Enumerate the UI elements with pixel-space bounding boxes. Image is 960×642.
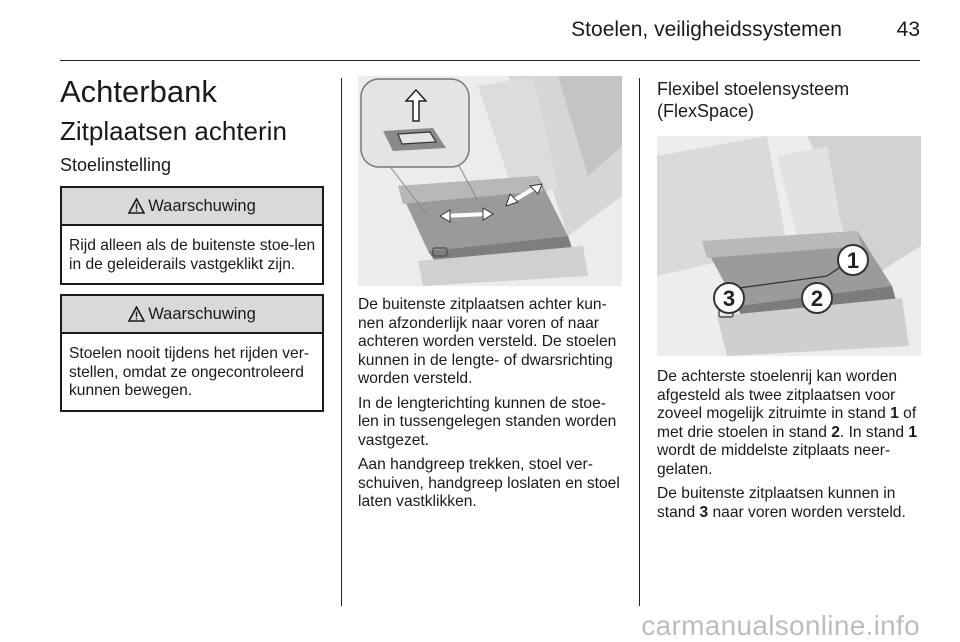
subsection-title: Stoelinstelling — [60, 155, 172, 175]
section-heading: Flexibel stoelensysteem (FlexSpace) — [657, 79, 850, 121]
column-2 — [358, 76, 622, 518]
column-1 — [60, 70, 324, 421]
warning-text: Stoelen nooit tijdens het rijden ver-stellen, omdat ze ongecontroleerd kunnen bewegen. — [69, 345, 310, 399]
paragraph: Aan handgreep trekken, stoel ver-schuiven, handgreep loslaten en stoel laten vastklikken. — [358, 456, 620, 510]
warning-header — [62, 296, 322, 334]
warning-box — [60, 186, 324, 285]
column-3 — [657, 78, 921, 528]
paragraph: In de lengterichting kunnen de stoe-len in tussengelegen standen worden vastgezet. — [358, 394, 617, 449]
callout-label-3: 3 — [722, 286, 736, 311]
warning-header — [62, 188, 322, 226]
warning-label: Waarschuwing — [148, 304, 256, 323]
warning-triangle-icon — [128, 198, 145, 214]
callout-label-2: 2 — [810, 286, 824, 311]
section-title: Zitplaatsen achterin — [60, 116, 287, 146]
paragraph: De achterste stoelenrij kan worden afgesteld als twee zitplaatsen voor zoveel mogelijk zitruimte in stand 1 of met drie stoelen in stand 2. In stand 1 wordt de middelste zitplaats neer-gelaten. — [657, 368, 918, 478]
chapter-title: Achterbank — [60, 74, 217, 109]
seat-adjust-illustration — [358, 76, 622, 286]
warning-text: Rijd alleen als de buitenste stoe-len in de geleiderails vastgeklikt zijn. — [69, 237, 316, 273]
callout-label-1: 1 — [846, 248, 860, 273]
warning-triangle-icon — [128, 306, 145, 322]
column-divider-left — [341, 78, 342, 606]
watermark-text: carmanualsonline.info — [641, 610, 920, 641]
column-divider-right — [639, 78, 640, 606]
flexspace-illustration — [657, 136, 921, 356]
paragraph: De buitenste zitplaatsen kunnen in stand 3 naar voren worden versteld. — [657, 485, 906, 521]
page-header-title: Stoelen, veiligheidssystemen — [571, 18, 842, 41]
warning-label: Waarschuwing — [148, 196, 256, 215]
warning-box — [60, 294, 324, 412]
paragraph: De buitenste zitplaatsen achter kun-nen afzonderlijk naar voren of naar achteren worden versteld. De stoelen kunnen in de lengte- of dwarsrichting worden versteld. — [358, 296, 617, 387]
page-number: 43 — [896, 18, 920, 41]
header-rule — [60, 60, 920, 61]
